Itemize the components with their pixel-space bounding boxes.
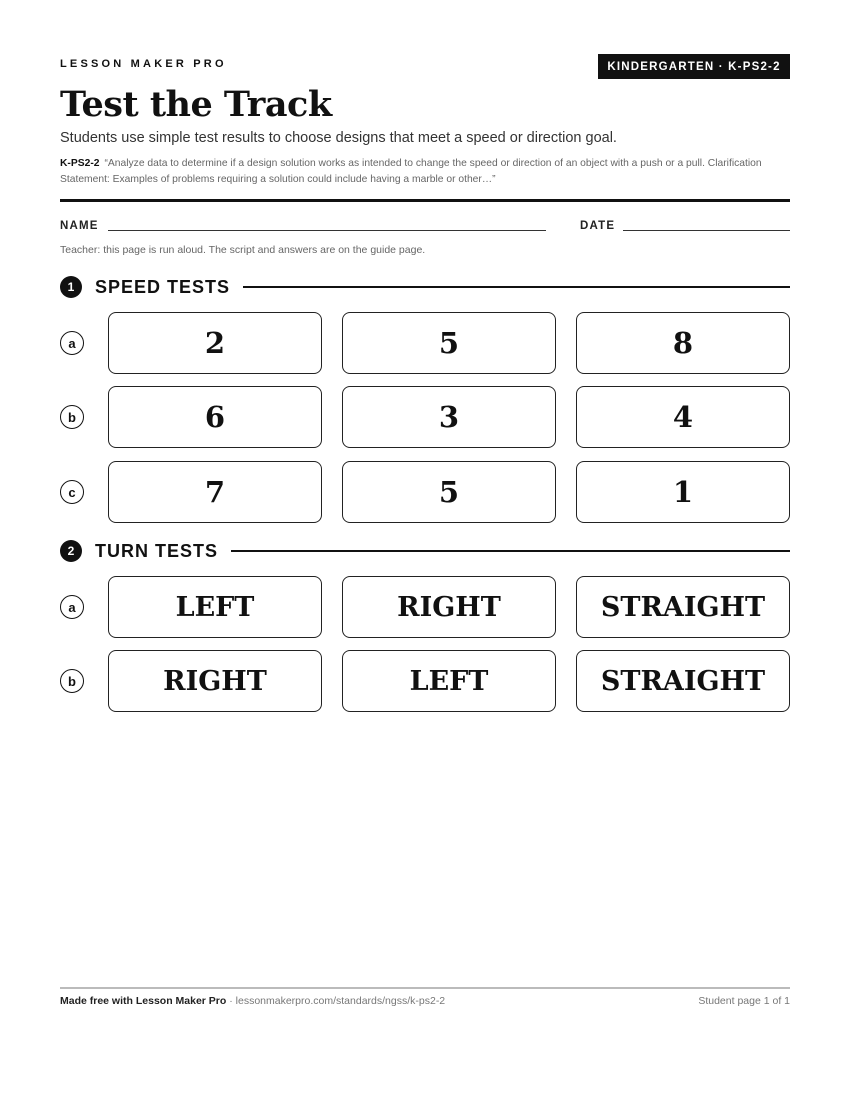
- turn-row-b: [60, 650, 790, 712]
- section-number-badge: 2: [60, 540, 82, 562]
- name-write-line[interactable]: [108, 230, 546, 231]
- speed-row-c: [60, 461, 790, 523]
- footer-made-with: Made free with Lesson Maker Pro: [60, 995, 227, 1007]
- row-letter-badge: a: [60, 331, 84, 355]
- section-rule: [243, 286, 790, 288]
- section-title: TURN TESTS: [95, 540, 219, 561]
- section-turn-tests-header: [60, 540, 790, 562]
- section-speed-tests-header: [60, 276, 790, 298]
- section-number-badge: 1: [60, 276, 82, 298]
- standard-text: “Analyze data to determine if a design solution works as intended to change the speed or direction of an object with a push or a pull. Clarification Statement: Examples of problems requiring a solution could include having a marble or other…”: [60, 158, 762, 185]
- answer-option-card[interactable]: RIGHT: [108, 650, 322, 712]
- answer-option-card[interactable]: 8: [576, 312, 790, 374]
- standard-code: K-PS2-2: [60, 158, 100, 169]
- row-letter-badge: b: [60, 669, 84, 693]
- page-subtitle: Students use simple test results to choose designs that meet a speed or direction goal.: [60, 130, 617, 146]
- name-label: NAME: [60, 220, 99, 232]
- standard-statement: [60, 156, 795, 188]
- row-letter-badge: c: [60, 480, 84, 504]
- speed-row-b: [60, 386, 790, 448]
- header-divider: [60, 199, 790, 202]
- teacher-note: Teacher: this page is run aloud. The script and answers are on the guide page.: [60, 244, 426, 256]
- speed-row-a: [60, 312, 790, 374]
- page-title: Test the Track: [60, 84, 332, 125]
- row-letter-badge: b: [60, 405, 84, 429]
- answer-option-card[interactable]: LEFT: [108, 576, 322, 638]
- answer-option-card[interactable]: 1: [576, 461, 790, 523]
- date-write-line[interactable]: [623, 230, 790, 231]
- date-label: DATE: [580, 220, 616, 232]
- answer-option-card[interactable]: 4: [576, 386, 790, 448]
- answer-option-card[interactable]: STRAIGHT: [576, 650, 790, 712]
- answer-option-card[interactable]: STRAIGHT: [576, 576, 790, 638]
- turn-row-a: [60, 576, 790, 638]
- footer-divider: [60, 987, 790, 989]
- answer-option-card[interactable]: RIGHT: [342, 576, 556, 638]
- answer-option-card[interactable]: 5: [342, 312, 556, 374]
- footer-link[interactable]: · lessonmakerpro.com/standards/ngss/k-ps2-2: [226, 995, 446, 1007]
- grade-standard-badge: KINDERGARTEN · K-PS2-2: [598, 54, 790, 79]
- answer-option-card[interactable]: LEFT: [342, 650, 556, 712]
- section-rule: [231, 550, 790, 552]
- answer-option-card[interactable]: 5: [342, 461, 556, 523]
- row-letter-badge: a: [60, 595, 84, 619]
- answer-option-card[interactable]: 3: [342, 386, 556, 448]
- footer-page-number: Student page 1 of 1: [698, 995, 790, 1007]
- answer-option-card[interactable]: 6: [108, 386, 322, 448]
- footer-credit: [60, 995, 445, 1007]
- answer-option-card[interactable]: 7: [108, 461, 322, 523]
- brand-name: LESSON MAKER PRO: [60, 58, 227, 70]
- section-title: SPEED TESTS: [95, 276, 231, 297]
- answer-option-card[interactable]: 2: [108, 312, 322, 374]
